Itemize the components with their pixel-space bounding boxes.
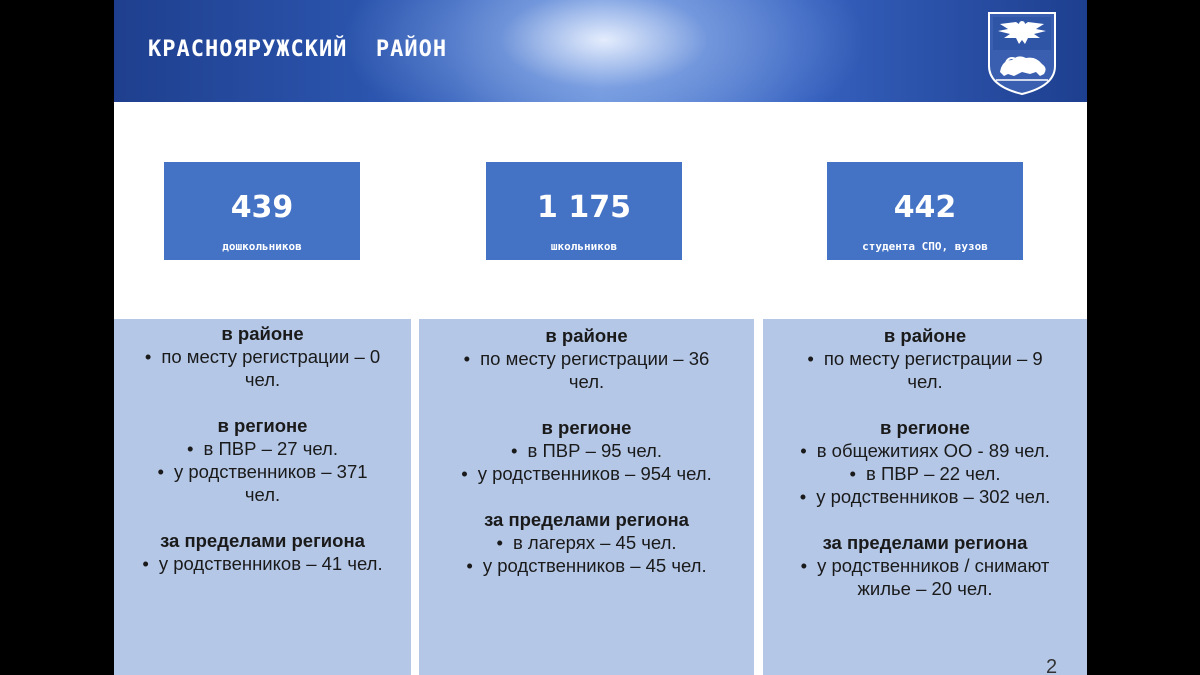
- section-heading-district: в районе: [545, 325, 628, 346]
- bullet: •: [466, 555, 473, 576]
- list-item-continuation: жилье – 20 чел.: [857, 578, 993, 599]
- list-item: [419, 347, 754, 370]
- bullet: •: [142, 553, 149, 574]
- section-heading-region: в регионе: [541, 417, 632, 438]
- section-heading-region: в регионе: [217, 415, 308, 436]
- slide: [114, 0, 1087, 675]
- list-item-text: в ПВР – 27 чел.: [203, 438, 338, 459]
- list-item-text: у родственников – 954 чел.: [477, 463, 712, 484]
- section-heading-region: в регионе: [880, 417, 970, 438]
- page-number: 2: [1046, 656, 1058, 675]
- section-heading-district: в районе: [221, 323, 304, 344]
- list-item-continuation: чел.: [568, 371, 605, 392]
- bullet: •: [463, 348, 471, 369]
- column-preschool: [114, 319, 411, 675]
- stat-label: студента СПО, вузов: [862, 240, 988, 253]
- list-item: [419, 554, 754, 577]
- section-heading-outside-region: за пределами региона: [484, 509, 689, 530]
- section-heading-district: в районе: [883, 325, 967, 346]
- list-item: [763, 462, 1087, 485]
- list-item-continuation: чел.: [244, 369, 281, 390]
- bullet: •: [800, 440, 807, 461]
- list-item-text: у родственников – 45 чел.: [482, 555, 707, 576]
- bullet: •: [187, 438, 194, 459]
- stat-value: 1 175: [537, 190, 631, 225]
- list-item-text: у родственников – 302 чел.: [816, 486, 1051, 507]
- bullet: •: [496, 532, 503, 553]
- list-item-text: у родственников / снимают: [817, 555, 1050, 576]
- section-heading-outside-region: за пределами региона: [822, 532, 1028, 553]
- list-item: [114, 460, 411, 483]
- bullet: •: [807, 348, 814, 369]
- list-item: [419, 462, 754, 485]
- list-item-text: в ПВР – 22 чел.: [866, 463, 1001, 484]
- list-item-text: у родственников – 371: [173, 461, 368, 482]
- list-item: [763, 439, 1087, 462]
- bullet: •: [511, 440, 518, 461]
- bullet: •: [799, 486, 807, 507]
- list-item-text: у родственников – 41 чел.: [158, 553, 383, 574]
- stat-value: 442: [893, 190, 957, 225]
- list-item: [419, 439, 754, 462]
- column-students: [763, 319, 1087, 675]
- stat-label: школьников: [550, 240, 618, 253]
- list-item: [114, 437, 411, 460]
- list-item-text: по месту регистрации – 9: [823, 348, 1043, 369]
- list-item: [419, 531, 754, 554]
- list-item: [763, 347, 1087, 370]
- bullet: •: [461, 463, 468, 484]
- bullet: •: [849, 463, 856, 484]
- list-item: [763, 554, 1087, 577]
- list-item-text: в общежитиях ОО - 89 чел.: [816, 440, 1050, 461]
- list-item: [114, 345, 411, 368]
- section-heading-outside-region: за пределами региона: [160, 530, 365, 551]
- stat-box-schoolchildren: [486, 162, 682, 260]
- list-item-continuation: чел.: [244, 484, 281, 505]
- stat-value: 439: [230, 190, 294, 225]
- bullet: •: [157, 461, 164, 482]
- bullet: •: [144, 346, 152, 367]
- stat-box-preschool: [164, 162, 360, 260]
- list-item-continuation: чел.: [907, 371, 943, 392]
- stat-label: дошкольников: [222, 240, 302, 253]
- list-item: [114, 552, 411, 575]
- header-banner: [114, 0, 1087, 102]
- list-item-text: по месту регистрации – 36: [480, 348, 710, 369]
- column-schoolchildren: [419, 319, 754, 675]
- district-title: КРАСНОЯРУЖСКИЙ РАЙОН: [148, 37, 448, 62]
- stat-box-students: [827, 162, 1023, 260]
- list-item-text: в ПВР – 95 чел.: [527, 440, 662, 461]
- list-item: [763, 485, 1087, 508]
- belgorod-coat-of-arms-icon: [986, 10, 1058, 96]
- bullet: •: [800, 555, 808, 576]
- list-item-text: по месту регистрации – 0: [161, 346, 381, 367]
- list-item-text: в лагерях – 45 чел.: [512, 532, 677, 553]
